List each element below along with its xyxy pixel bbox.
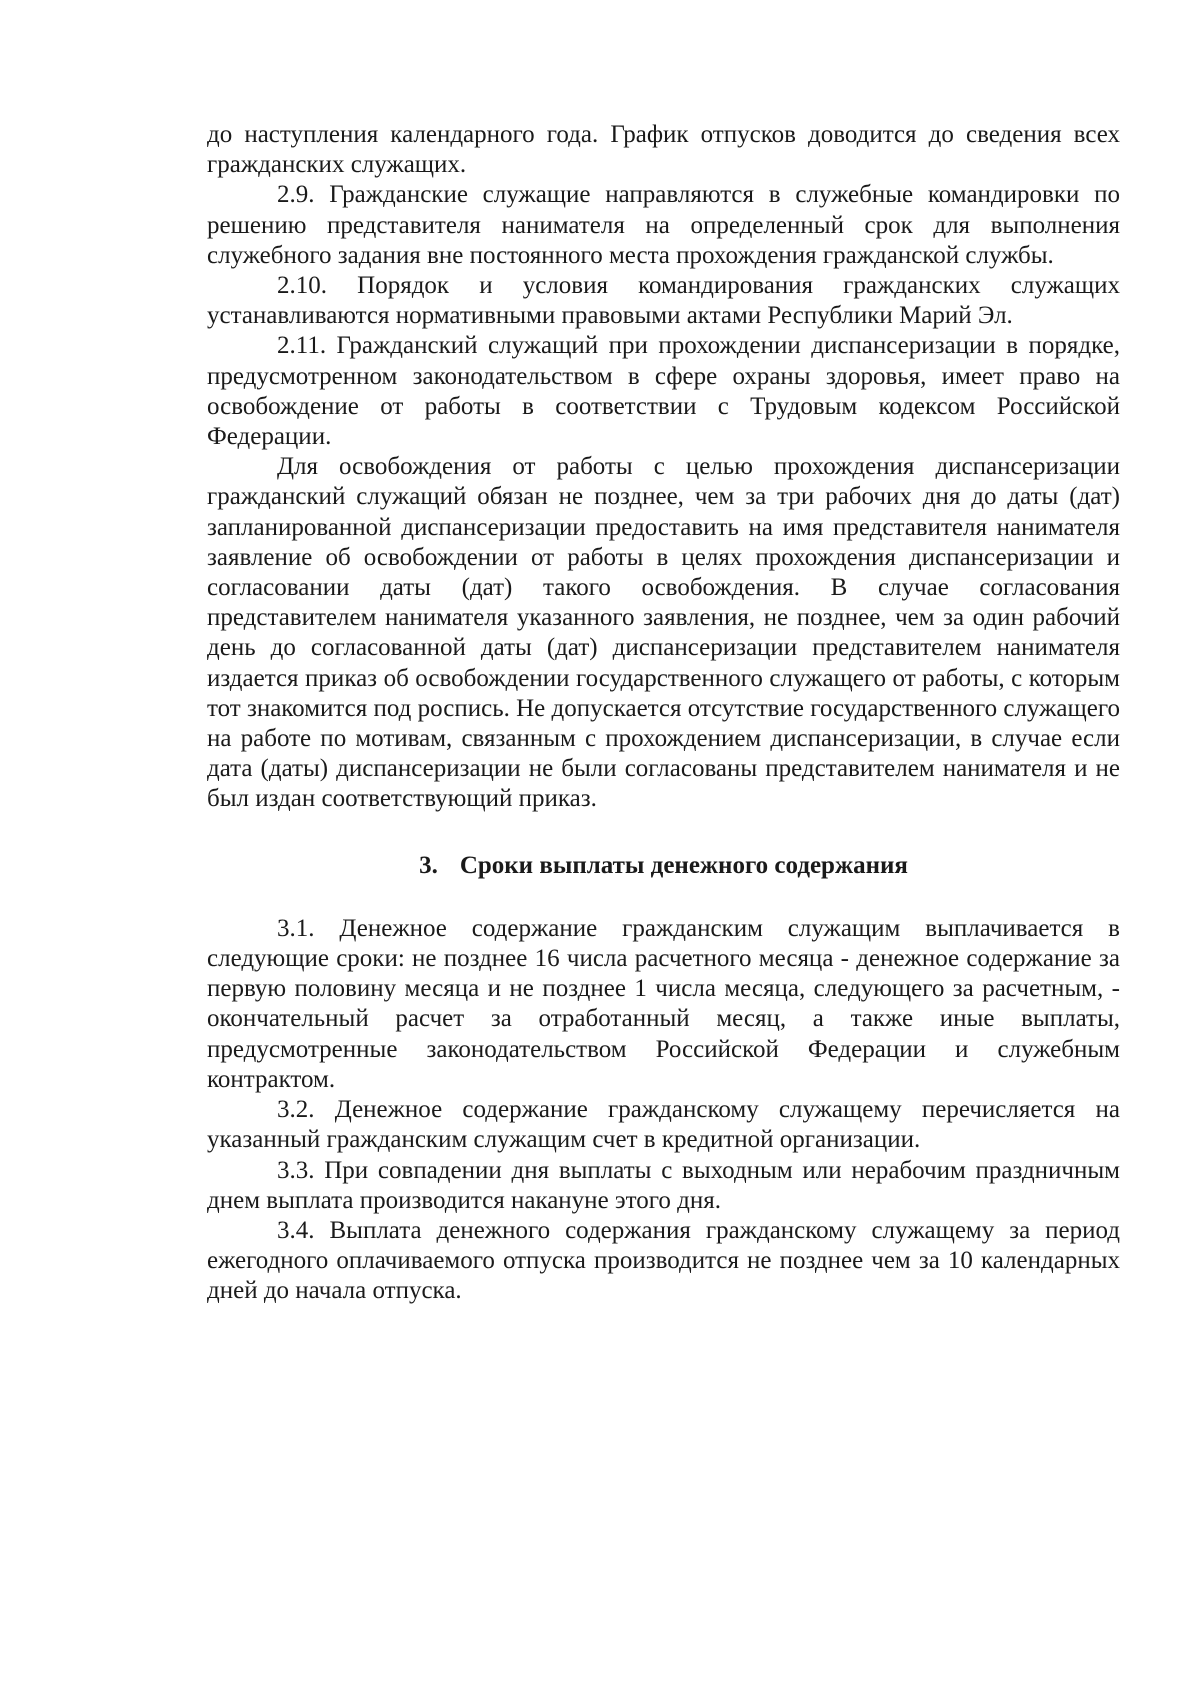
paragraph-3-1: 3.1. Денежное содержание гражданским служащим выплачивается в следующие сроки: не позднее 16 числа расчетного месяца - денежное содержание за первую половину месяца и не позднее 1 числа месяца, следующего за расчетным, - окончательный расчет за отработанный месяц, а также иные выплаты, предусмотренные законодательством Российской Федерации и служебным контрактом. [207, 914, 1120, 1093]
document-body [207, 120, 1120, 1307]
paragraph-3-3: 3.3. При совпадении дня выплаты с выходным или нерабочим праздничным днем выплата производится накануне этого дня. [207, 1156, 1120, 1214]
section-heading [207, 851, 1120, 881]
paragraph-2-9: 2.9. Гражданские служащие направляются в служебные командировки по решению представителя нанимателя на определенный срок для выполнения служебного задания вне постоянного места прохождения гражданской службы. [207, 181, 1120, 269]
section-title: Сроки выплаты денежного содержания [459, 851, 908, 879]
paragraph-3-4: 3.4. Выплата денежного содержания гражданскому служащему за период ежегодного оплачиваемого отпуска производится не позднее чем за 10 календарных дней до начала отпуска. [207, 1216, 1120, 1305]
paragraph-2-11: 2.11. Гражданский служащий при прохождении диспансеризации в порядке, предусмотренном законодательством в сфере охраны здоровья, имеет право на освобождение от работы в соответствии с Трудовым кодексом Российской Федерации. [207, 332, 1120, 451]
paragraph-2-10: 2.10. Порядок и условия командирования гражданских служащих устанавливаются нормативными правовыми актами Республики Марий Эл. [207, 272, 1120, 330]
paragraph-3-2: 3.2. Денежное содержание гражданскому служащему перечисляется на указанный гражданским служащим счет в кредитной организации. [207, 1096, 1120, 1154]
paragraph-continuation: до наступления календарного года. График отпусков доводится до сведения всех гражданских служащих. [207, 121, 1120, 179]
section-number: 3. [419, 851, 438, 879]
paragraph-2-11-release: Для освобождения от работы с целью прохождения диспансеризации гражданский служащий обязан не позднее, чем за три рабочих дня до даты (дат) запланированной диспансеризации предоставить на имя представителя нанимателя заявление об освобождении от работы в целях прохождения диспансеризации и согласовании даты (дат) такого освобождения. В случае согласования представителем нанимателя указанного заявления, не позднее, чем за один рабочий день до согласованной даты (дат) диспансеризации представителем нанимателя издается приказ об освобождении государственного служащего от работы, с которым тот знакомится под роспись. Не допускается отсутствие государственного служащего на работе по мотивам, связанным с прохождением диспансеризации, в случае если дата (даты) диспансеризации не были согласованы представителем нанимателя и не был издан соответствующий приказ. [207, 453, 1120, 813]
